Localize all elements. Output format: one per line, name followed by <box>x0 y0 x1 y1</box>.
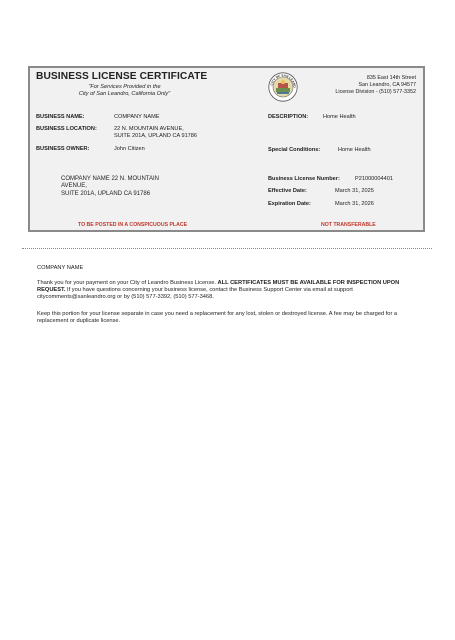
tear-line-divider <box>22 248 432 249</box>
business-name-value: COMPANY NAME <box>114 114 160 120</box>
special-conditions-label: Special Conditions: <box>268 147 321 153</box>
posted-notice: TO BE POSTED IN A CONSPICUOUS PLACE <box>78 222 188 228</box>
business-owner-label: BUSINESS OWNER: <box>36 146 90 152</box>
effective-date-label: Effective Date: <box>268 188 307 194</box>
license-number-label: Business License Number: <box>268 176 340 182</box>
business-license-certificate <box>28 66 425 232</box>
mailing-line-3: SUITE 201A, UPLAND CA 91786 <box>61 190 151 197</box>
address-line-3: License Division - (510) 577-3352 <box>335 88 416 95</box>
not-transferable-notice: NOT TRANSFERABLE <box>321 222 376 228</box>
expiration-date-value: March 31, 2026 <box>335 201 374 207</box>
business-name-label: BUSINESS NAME: <box>36 114 85 120</box>
certificate-subtitle <box>72 84 177 98</box>
seal-text: CITY OF SAN LEAND <box>269 73 297 88</box>
description-value: Home Health <box>323 114 356 120</box>
expiration-date-label: Expiration Date: <box>268 201 311 207</box>
mailing-address <box>61 176 181 198</box>
certificate-title: BUSINESS LICENSE CERTIFICATE <box>36 71 208 82</box>
business-location-line-1: 22 N. MOUNTAIN AVENUE, <box>114 126 184 132</box>
lower-company-name: COMPANY NAME <box>37 265 84 271</box>
business-owner-value: John Citizen <box>114 146 145 152</box>
mailing-line-1: COMPANY NAME 22 N. MOUNTAIN <box>61 176 160 182</box>
replacement-paragraph: Keep this portion for your license separate in case you need a replacement for any lost, stolen or destroyed license. A fee may be charged for a replacement or duplicate license. <box>37 311 398 325</box>
support-contact-text: If you have questions concerning your business license, contact the Business Support Center via email at support citycomments@sanleandro.org or by (510) 577-3392, (510) 577-3468. <box>37 287 353 301</box>
city-seal-icon <box>268 72 298 102</box>
subtitle-line-2: City of San Leandro, California Only" <box>78 91 171 97</box>
business-location-line-2: SUITE 201A, UPLAND CA 91786 <box>114 133 198 139</box>
subtitle-line-1: "For Services Provided in the <box>88 84 161 90</box>
payment-thanks-text: Thank you for your payment on your City of Leandro Business License. <box>37 280 216 286</box>
city-address <box>308 75 416 95</box>
description-label: DESCRIPTION: <box>268 114 309 120</box>
payment-thanks-paragraph <box>37 280 422 302</box>
special-conditions-value: Home Health <box>338 147 371 153</box>
license-number-value: P21000004401 <box>355 176 393 182</box>
inspection-notice: ALL CERTIFICATES MUST BE AVAILABLE FOR INSPECTION UPON REQUEST. <box>37 280 400 294</box>
business-location-label: BUSINESS LOCATION: <box>36 126 97 132</box>
mailing-line-2: AVENUE, <box>61 183 87 190</box>
address-line-2: San Leandro, CA 94577 <box>358 81 416 88</box>
business-location-value <box>114 126 197 140</box>
address-line-1: 835 East 14th Street <box>366 75 416 81</box>
effective-date-value: March 31, 2025 <box>335 188 374 194</box>
